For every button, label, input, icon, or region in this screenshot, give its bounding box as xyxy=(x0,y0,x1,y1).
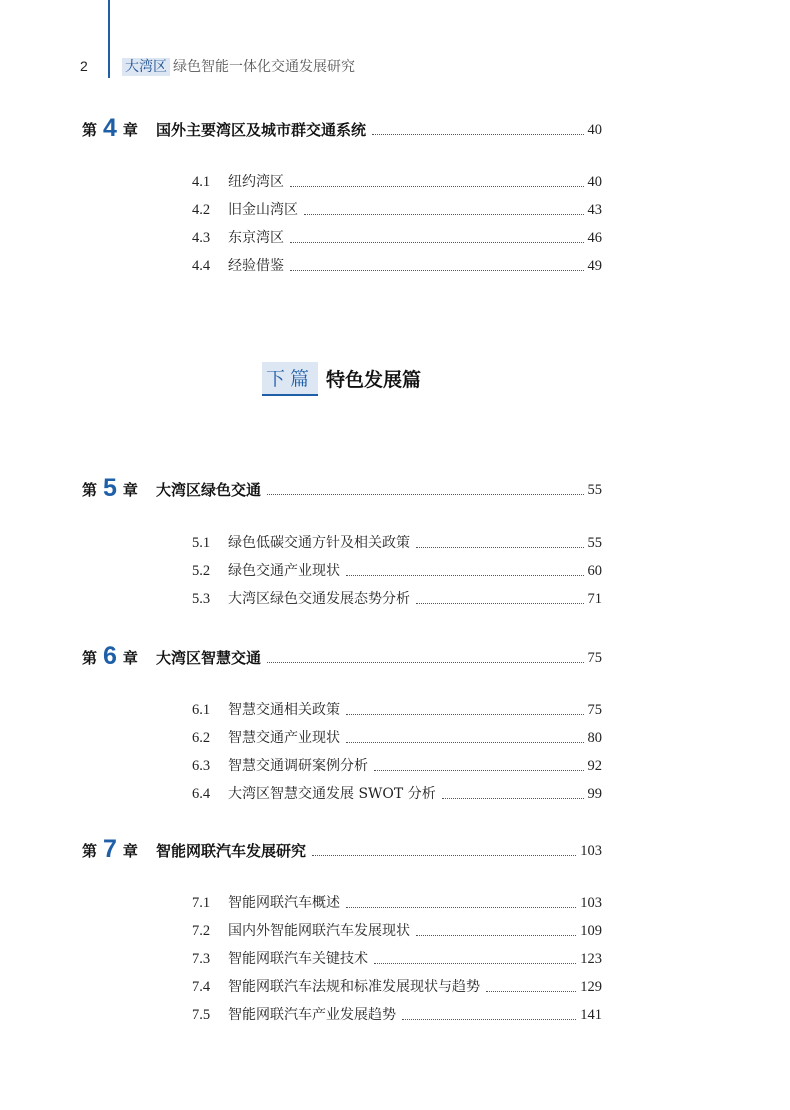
dot-leader xyxy=(486,991,576,992)
chapter-number: 4 xyxy=(103,114,117,142)
section-title: 国内外智能网联汽车发展现状 xyxy=(228,923,410,939)
dot-leader xyxy=(346,742,584,743)
part-label: 下篇 xyxy=(262,362,318,396)
chapter-page: 103 xyxy=(580,843,602,859)
section-title: 智能网联汽车概述 xyxy=(228,895,340,911)
dot-leader xyxy=(267,494,584,495)
section-title: 绿色低碳交通方针及相关政策 xyxy=(228,535,410,551)
chapter-label xyxy=(82,837,138,861)
chapter-number: 5 xyxy=(103,474,117,502)
toc-chapter-5[interactable] xyxy=(82,472,602,500)
chapter-prefix: 第 xyxy=(82,649,98,667)
header-rule xyxy=(108,0,110,78)
toc-section-7-3[interactable] xyxy=(192,947,602,969)
dot-leader xyxy=(267,662,584,663)
toc-chapter-4[interactable] xyxy=(82,112,602,140)
toc-section-5-1[interactable] xyxy=(192,531,602,553)
section-title: 纽约湾区 xyxy=(228,174,284,190)
dot-leader xyxy=(346,575,584,576)
dot-leader xyxy=(290,242,584,243)
chapter-suffix: 章 xyxy=(122,649,138,667)
chapter-suffix: 章 xyxy=(122,842,138,860)
chapter-number: 7 xyxy=(103,835,117,863)
toc-section-4-3[interactable] xyxy=(192,226,602,248)
section-title: 智能网联汽车法规和标准发展现状与趋势 xyxy=(228,979,480,995)
chapter-title: 大湾区智慧交通 xyxy=(155,649,261,667)
chapter-suffix: 章 xyxy=(122,121,138,139)
chapter-title: 智能网联汽车发展研究 xyxy=(155,842,306,860)
toc-section-4-4[interactable] xyxy=(192,254,602,276)
dot-leader xyxy=(304,214,584,215)
book-title-highlight: 大湾区 xyxy=(122,58,170,76)
dot-leader xyxy=(372,134,584,135)
dot-leader xyxy=(312,855,576,856)
section-title: 大湾区智慧交通发展 SWOT 分析 xyxy=(228,786,436,802)
toc-section-4-1[interactable] xyxy=(192,170,602,192)
chapter-number: 6 xyxy=(103,642,117,670)
section-title: 智能网联汽车产业发展趋势 xyxy=(228,1007,396,1023)
book-title-rest: 绿色智能一体化交通发展研究 xyxy=(173,59,355,75)
dot-leader xyxy=(416,935,576,936)
section-number: 6.2 xyxy=(192,730,211,746)
toc-section-6-1[interactable] xyxy=(192,698,602,720)
dot-leader xyxy=(416,547,584,548)
section-number: 6.3 xyxy=(192,758,211,774)
section-page: 40 xyxy=(587,174,602,190)
section-number: 7.1 xyxy=(192,895,211,911)
chapter-prefix: 第 xyxy=(82,481,98,499)
section-number: 5.3 xyxy=(192,591,211,607)
toc-section-7-2[interactable] xyxy=(192,919,602,941)
section-number: 4.3 xyxy=(192,230,211,246)
chapter-page: 40 xyxy=(587,122,602,138)
running-book-title xyxy=(122,56,355,76)
section-page: 49 xyxy=(587,258,602,274)
section-title: 旧金山湾区 xyxy=(228,202,298,218)
toc-chapter-6[interactable] xyxy=(82,640,602,668)
part-heading xyxy=(262,362,421,396)
section-page: 71 xyxy=(587,591,602,607)
chapter-label xyxy=(82,644,138,668)
section-number: 4.2 xyxy=(192,202,211,218)
toc-chapter-7[interactable] xyxy=(82,833,602,861)
chapter-prefix: 第 xyxy=(82,121,98,139)
toc-section-5-3[interactable] xyxy=(192,587,602,609)
dot-leader xyxy=(416,603,584,604)
section-page: 141 xyxy=(580,1007,602,1023)
dot-leader xyxy=(442,798,584,799)
dot-leader xyxy=(374,770,584,771)
dot-leader xyxy=(290,186,584,187)
dot-leader xyxy=(402,1019,576,1020)
toc-section-4-2[interactable] xyxy=(192,198,602,220)
page-number: 2 xyxy=(80,58,88,74)
chapter-title: 大湾区绿色交通 xyxy=(155,481,261,499)
toc-section-7-4[interactable] xyxy=(192,975,602,997)
section-page: 55 xyxy=(587,535,602,551)
section-number: 7.4 xyxy=(192,979,211,995)
section-page: 80 xyxy=(587,730,602,746)
section-page: 129 xyxy=(580,979,602,995)
toc-section-6-4[interactable] xyxy=(192,782,602,804)
dot-leader xyxy=(290,270,584,271)
section-page: 109 xyxy=(580,923,602,939)
chapter-page: 55 xyxy=(587,482,602,498)
toc-section-7-1[interactable] xyxy=(192,891,602,913)
dot-leader xyxy=(346,907,576,908)
toc-section-5-2[interactable] xyxy=(192,559,602,581)
section-page: 103 xyxy=(580,895,602,911)
section-page: 46 xyxy=(587,230,602,246)
toc-section-7-5[interactable] xyxy=(192,1003,602,1025)
chapter-prefix: 第 xyxy=(82,842,98,860)
section-title: 大湾区绿色交通发展态势分析 xyxy=(228,591,410,607)
section-number: 7.2 xyxy=(192,923,211,939)
section-number: 7.3 xyxy=(192,951,211,967)
toc-section-6-2[interactable] xyxy=(192,726,602,748)
section-page: 123 xyxy=(580,951,602,967)
section-title: 智慧交通调研案例分析 xyxy=(228,758,368,774)
dot-leader xyxy=(374,963,576,964)
section-number: 7.5 xyxy=(192,1007,211,1023)
section-number: 5.2 xyxy=(192,563,211,579)
section-page: 43 xyxy=(587,202,602,218)
chapter-label xyxy=(82,116,138,140)
section-title: 绿色交通产业现状 xyxy=(228,563,340,579)
section-number: 4.4 xyxy=(192,258,211,274)
section-title: 智慧交通相关政策 xyxy=(228,702,340,718)
section-page: 75 xyxy=(587,702,602,718)
chapter-title: 国外主要湾区及城市群交通系统 xyxy=(155,121,366,139)
dot-leader xyxy=(346,714,584,715)
section-title: 东京湾区 xyxy=(228,230,284,246)
section-title: 经验借鉴 xyxy=(228,258,284,274)
chapter-label xyxy=(82,476,138,500)
toc-section-6-3[interactable] xyxy=(192,754,602,776)
section-number: 6.4 xyxy=(192,786,211,802)
section-number: 5.1 xyxy=(192,535,211,551)
chapter-page: 75 xyxy=(587,650,602,666)
part-title: 特色发展篇 xyxy=(326,369,422,391)
section-page: 92 xyxy=(587,758,602,774)
chapter-suffix: 章 xyxy=(122,481,138,499)
section-number: 4.1 xyxy=(192,174,211,190)
section-page: 60 xyxy=(587,563,602,579)
section-title: 智慧交通产业现状 xyxy=(228,730,340,746)
section-number: 6.1 xyxy=(192,702,211,718)
section-page: 99 xyxy=(587,786,602,802)
section-title: 智能网联汽车关键技术 xyxy=(228,951,368,967)
